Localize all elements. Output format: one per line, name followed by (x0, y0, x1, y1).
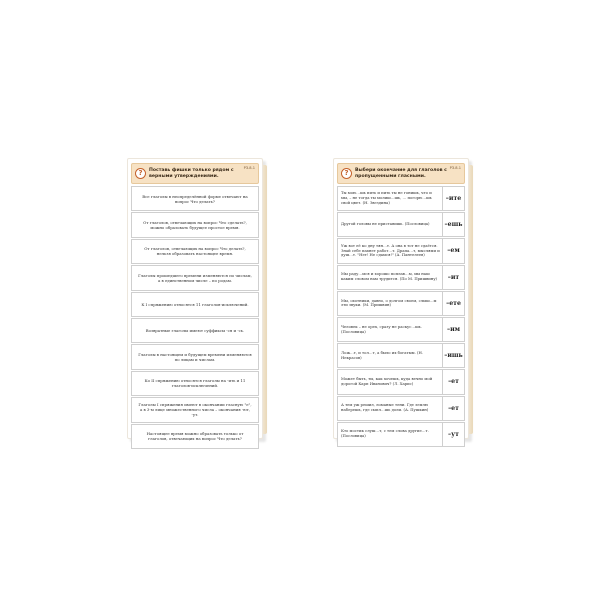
sentence-text: Человек – не орех, сразу не раскус…шь. (Пословица) (341, 323, 422, 334)
card-title: Поставь фишки только рядом с верными утверждениями. (149, 167, 234, 179)
sentence-row (337, 317, 465, 342)
sentence-row (337, 212, 465, 237)
sentence-row (337, 343, 465, 368)
ending-cell[interactable]: –ут (442, 423, 464, 446)
statement-cell[interactable]: От глаголов, отвечающих на вопрос Что делать?, нельзя образовать настоящее время. (131, 239, 259, 264)
ending-cell[interactable]: –ишь (442, 344, 464, 367)
sentence-row (337, 186, 465, 211)
sentence-list (337, 186, 465, 448)
sentence-text: Кто мостик слуш…т, с тем слова другие…т. (Пословица) (341, 428, 429, 439)
sentence-text: Мы, охотники, давно, о долгом своем, слыш…м эти звуки. (М. Пришвин) (341, 297, 437, 308)
statement-cell[interactable]: Настоящее время можно образовать только от глаголов, отвечающих на вопрос Что делать? (131, 424, 259, 449)
card-title: Выбери окончание для глаголов с пропущенными гласными. (355, 167, 447, 179)
true-statements-card (127, 158, 263, 442)
sentence-text: Может быть, ты, как хочешь, куда вечно мой дорогой Карп Иванович? (Л. Харис) (341, 376, 433, 386)
card-code: РЗ.8.1 (449, 166, 461, 170)
ending-cell[interactable]: –ете (442, 292, 464, 315)
statement-list (131, 186, 259, 450)
sentence-row (337, 265, 465, 290)
statement-cell[interactable]: Возвратные глаголы имеют суффиксы -ся и -сь. (131, 318, 259, 343)
statement-cell[interactable]: Глаголы прошедшего времени изменяются по числам, а в единственном числе – по родам. (131, 265, 259, 290)
statement-cell[interactable]: К I спряжению относятся 11 глаголов-исключений. (131, 292, 259, 317)
sentence-row (337, 291, 465, 316)
sentence-row (337, 396, 465, 421)
card-header (337, 163, 465, 184)
sentence-row (337, 238, 465, 263)
sentence-text: А тем уж решил, ломаные тени. Где землю наберешь, где сыпл…шь доли. (А. Пушкин) (341, 402, 429, 413)
sentence-text: Ты мою…шь пить и пить ты не гонишь, что и мы, – не тогда ты молиш…шь, … погорю…шь свой цвет. (Н. Звездина) (341, 190, 432, 205)
sentence-text: Мы раду…мся и хорошо поплав…м, мы наш каким словом нам трудится. (По М. Пришвину) (341, 271, 438, 282)
statement-cell[interactable]: Все глаголы в неопределённой форме отвечают на вопрос Что делать? (131, 186, 259, 211)
statement-cell[interactable]: Ко II спряжению относятся глаголы на -ить и 11 глаголов-исключений. (131, 371, 259, 396)
verb-endings-card (333, 158, 469, 439)
question-icon: ? (135, 168, 146, 179)
card-code: РЗ.8.1 (243, 166, 255, 170)
ending-cell[interactable]: –ет (442, 370, 464, 393)
sentence-text: Лож…т, и тол…т, а было их богатым. (Н. Некрасов) (341, 349, 423, 360)
ending-cell[interactable]: –ем (442, 239, 464, 262)
sentence-text: Уж вот её ко дну тян…т. А она в тот не сдаётся. Знай себе пахнет работ…т. Драпа…т, мыслями и душ…т. "Нет! Не сдамся!" (А. Пантелеев) (341, 242, 440, 258)
ending-cell[interactable]: –ит (442, 266, 464, 289)
statement-cell[interactable]: От глаголов, отвечающих на вопрос Что сделать?, можно образовать будущее простое время. (131, 212, 259, 237)
ending-cell[interactable]: –ите (442, 187, 464, 210)
question-icon: ? (341, 168, 352, 179)
ending-cell[interactable]: –ешь (442, 213, 464, 236)
statement-cell[interactable]: Глаголы в настоящем и будущем времени изменяются по лицам и числам. (131, 344, 259, 369)
sentence-row (337, 369, 465, 394)
ending-cell[interactable]: –ет (442, 397, 464, 420)
statement-cell[interactable]: Глаголы I спряжения имеют в окончании гласную "е", а в 3-м лице множественного числа – окончания -ют, -ут. (131, 397, 259, 422)
sentence-row (337, 422, 465, 447)
ending-cell[interactable]: –им (442, 318, 464, 341)
sentence-text: Другой головы не приставишь. (Пословица) (341, 221, 430, 227)
card-header (131, 163, 259, 184)
